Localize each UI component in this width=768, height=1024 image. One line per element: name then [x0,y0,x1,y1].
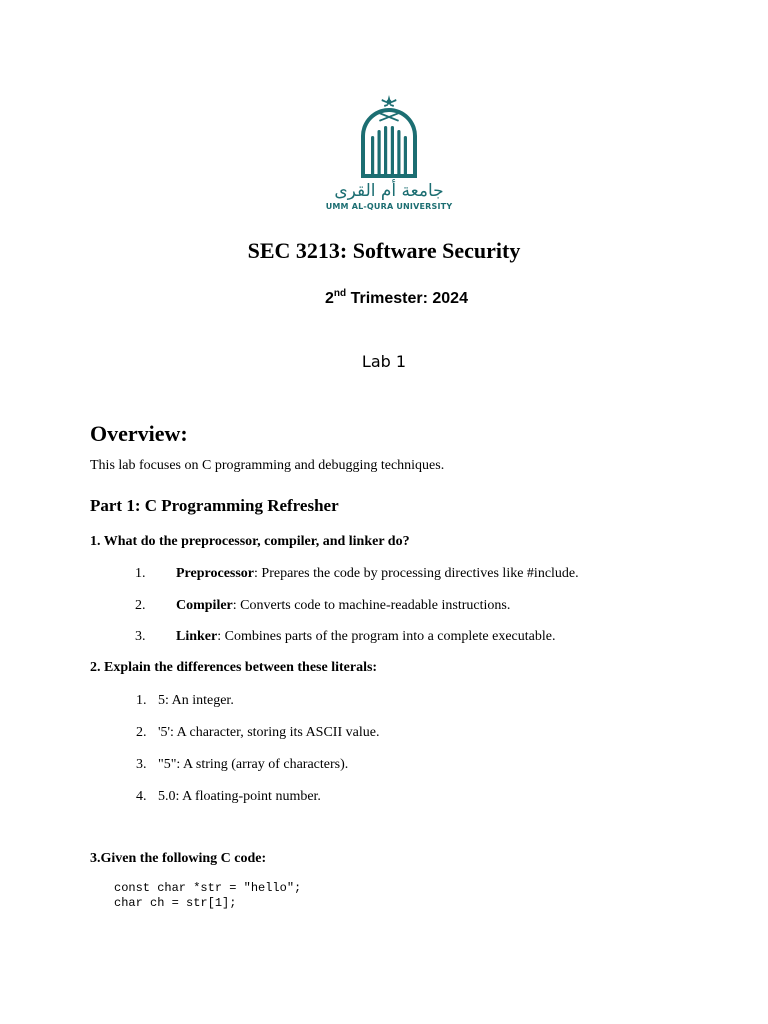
list-text [176,598,510,614]
list-number: 1. [136,693,147,708]
question-1: 1. What do the preprocessor, compiler, and linker do? [90,534,410,549]
lab-number: Lab 1 [361,352,407,371]
trimester-line [325,288,468,308]
list-text: 5: An integer. [158,693,234,708]
list-number: 4. [136,789,147,804]
code-line: const char *str = "hello"; [114,881,302,895]
question-2: 2. Explain the differences between these literals: [90,660,378,675]
list-number: 1. [135,566,146,581]
code-block [114,881,301,911]
list-number: 3. [136,757,147,772]
university-name-english: UMM AL-QURA UNIVERSITY [325,202,453,211]
university-emblem-icon [360,92,418,178]
trimester-text: Trimester: 2024 [346,290,468,307]
list-number: 2. [136,725,147,740]
trimester-number: 2 [325,290,334,307]
university-logo [318,92,460,218]
trimester-ordinal: nd [333,288,347,299]
overview-text: This lab focuses on C programming and debugging techniques. [90,458,445,473]
term: Preprocessor [176,566,255,581]
list-text: 5.0: A floating-point number. [158,789,321,804]
question-3: 3.Given the following C code: [90,851,267,866]
code-line: char ch = str[1]; [114,896,237,910]
definition: : Converts code to machine-readable instructions. [232,598,511,613]
definition: : Prepares the code by processing directives like #include. [254,566,579,581]
part1-heading: Part 1: C Programming Refresher [90,496,339,515]
term: Compiler [176,598,233,613]
overview-heading: Overview: [90,421,188,446]
course-title: SEC 3213: Software Security [247,238,521,263]
university-name-arabic: جامعة أم القرى [334,181,444,201]
list-number: 3. [135,629,146,644]
list-number: 2. [135,598,146,613]
list-text: '5': A character, storing its ASCII value. [158,725,380,740]
list-text [176,566,579,582]
list-text: "5": A string (array of characters). [158,757,349,772]
list-text [176,629,555,645]
definition: : Combines parts of the program into a complete executable. [217,629,556,644]
term: Linker [176,629,218,644]
